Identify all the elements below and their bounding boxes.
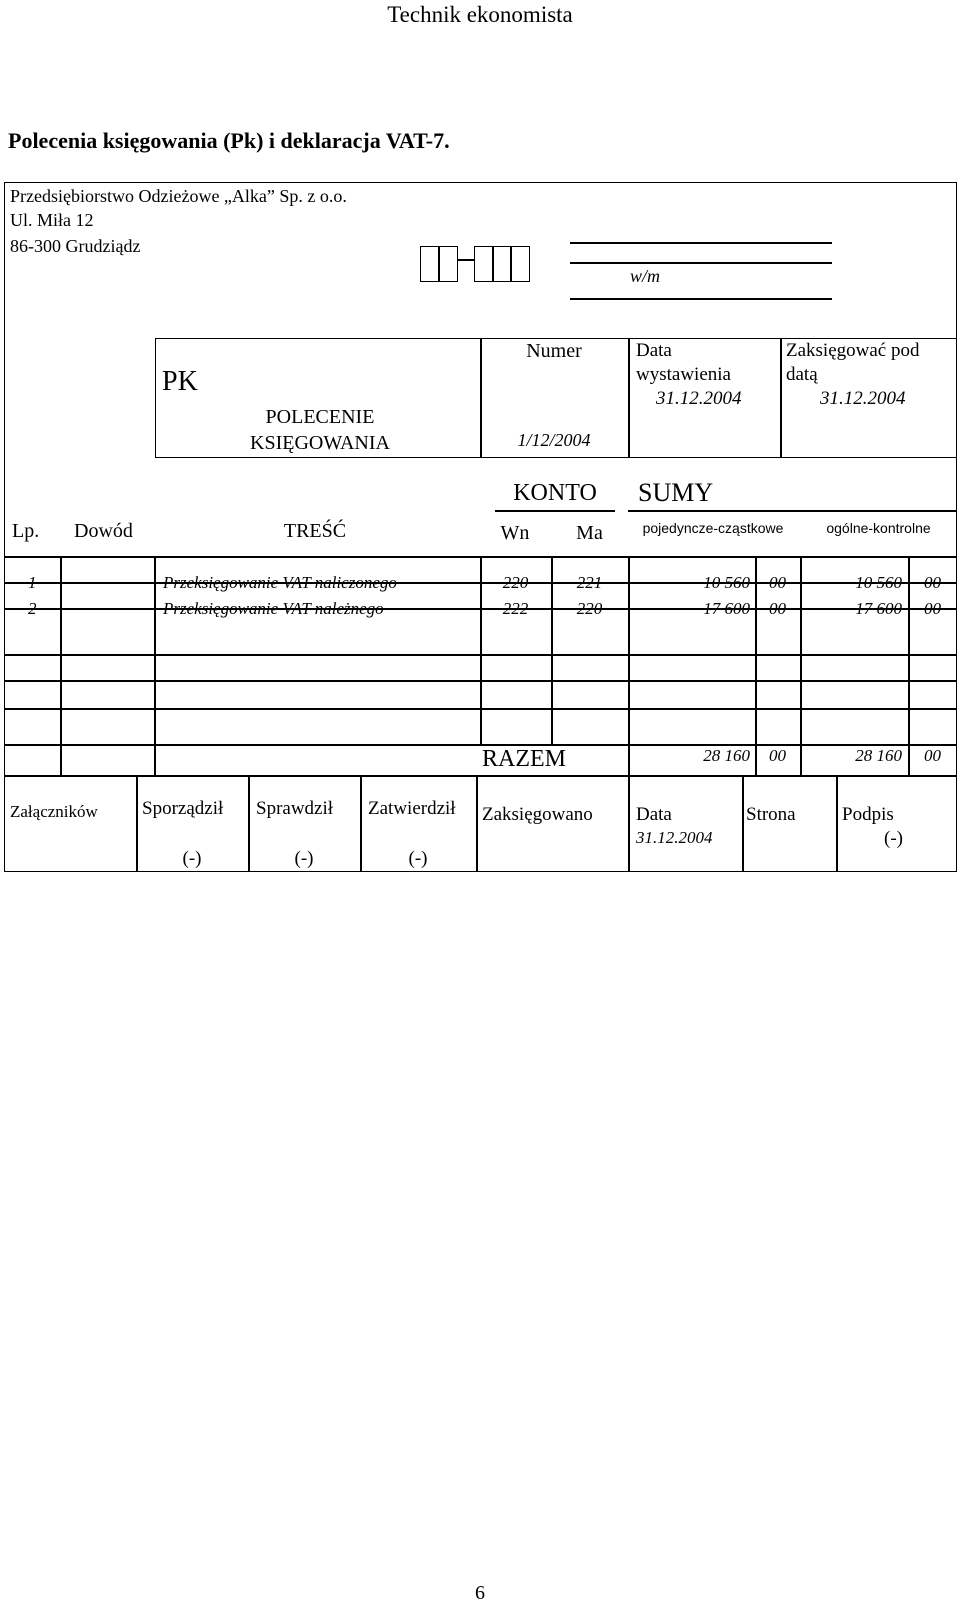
page-number: 6: [475, 1582, 485, 1604]
zatwierdzil-sign: (-): [408, 848, 428, 869]
ma-header: Ma: [576, 522, 603, 544]
total-label: RAZEM: [482, 746, 566, 772]
total-poj: 28 160: [703, 746, 750, 765]
total-ogol: 28 160: [855, 746, 902, 765]
row-ma: 220: [576, 599, 603, 618]
row-tresc: Przeksięgowanie VAT naliczonego: [163, 573, 397, 592]
issue-date: 31.12.2004: [656, 388, 742, 409]
doc-number-label: Numer: [526, 340, 582, 362]
row-poj: 17 600: [703, 599, 750, 618]
doc-number-value: 1/12/2004: [517, 430, 591, 450]
ogolne-header: ogólne-kontrolne: [826, 520, 931, 536]
row-poj: 10 560: [703, 573, 750, 592]
row-lp: 1: [28, 573, 37, 592]
company-name: Przedsiębiorstwo Odzieżowe „Alka” Sp. z o.o.: [10, 186, 347, 206]
sporzadzil-sign: (-): [182, 848, 202, 869]
wn-header: Wn: [500, 522, 530, 544]
zaksiegowano-label: Zaksięgowano: [482, 804, 593, 825]
podpis-label: Podpis: [842, 804, 894, 825]
stamp-line-1: [570, 242, 832, 244]
row-wn: 222: [502, 599, 529, 618]
sporzadzil-label: Sporządził: [142, 798, 224, 819]
row-ogol-gr: 00: [924, 599, 941, 618]
footer-date-label: Data: [636, 804, 672, 825]
row-ogol-gr: 00: [924, 573, 941, 592]
post-date: 31.12.2004: [820, 388, 906, 409]
running-title: Technik ekonomista: [387, 2, 573, 27]
doc-title-2: KSIĘGOWANIA: [250, 432, 390, 454]
row-ma: 221: [576, 573, 603, 592]
issue-label-2: wystawienia: [636, 364, 731, 385]
stamp-line-2: [570, 262, 832, 264]
dowod-header: Dowód: [74, 520, 133, 542]
stamp-caption: w/m: [630, 266, 661, 286]
row-ogol: 10 560: [855, 573, 902, 592]
podpis-sign: (-): [884, 828, 903, 849]
issue-label-1: Data: [636, 340, 672, 361]
row-lp: 2: [28, 599, 37, 618]
post-label-2: datą: [786, 364, 818, 385]
page-heading: Polecenia księgowania (Pk) i deklaracja VAT-7.: [8, 128, 450, 153]
row-poj-gr: 00: [769, 599, 786, 618]
row-poj-gr: 00: [769, 573, 786, 592]
total-ogol-gr: 00: [924, 746, 941, 765]
strona-label: Strona: [746, 804, 796, 825]
row-wn: 220: [502, 573, 529, 592]
post-label-1: Zaksięgować pod: [786, 340, 920, 361]
pojedyncze-header: pojedyncze-cząstkowe: [642, 520, 784, 536]
row-tresc: Przeksięgowanie VAT należnego: [163, 599, 384, 618]
footer-date-value: 31.12.2004: [636, 828, 713, 847]
row-ogol: 17 600: [855, 599, 902, 618]
sumy-heading: SUMY: [638, 478, 714, 507]
zalacznikow-label: Załączników: [10, 802, 98, 821]
stamp-line-3: [570, 298, 832, 300]
doc-code: PK: [162, 366, 198, 397]
company-street: Ul. Miła 12: [10, 210, 94, 230]
total-poj-gr: 00: [769, 746, 786, 765]
konto-heading: KONTO: [513, 480, 597, 506]
company-city: 86-300 Grudziądz: [10, 236, 141, 256]
zatwierdzil-label: Zatwierdził: [368, 798, 456, 819]
tresc-header: TREŚĆ: [283, 520, 347, 542]
sprawdzil-label: Sprawdził: [256, 798, 334, 819]
sprawdzil-sign: (-): [294, 848, 314, 869]
lp-header: Lp.: [12, 520, 40, 542]
doc-title-1: POLECENIE: [265, 406, 375, 428]
